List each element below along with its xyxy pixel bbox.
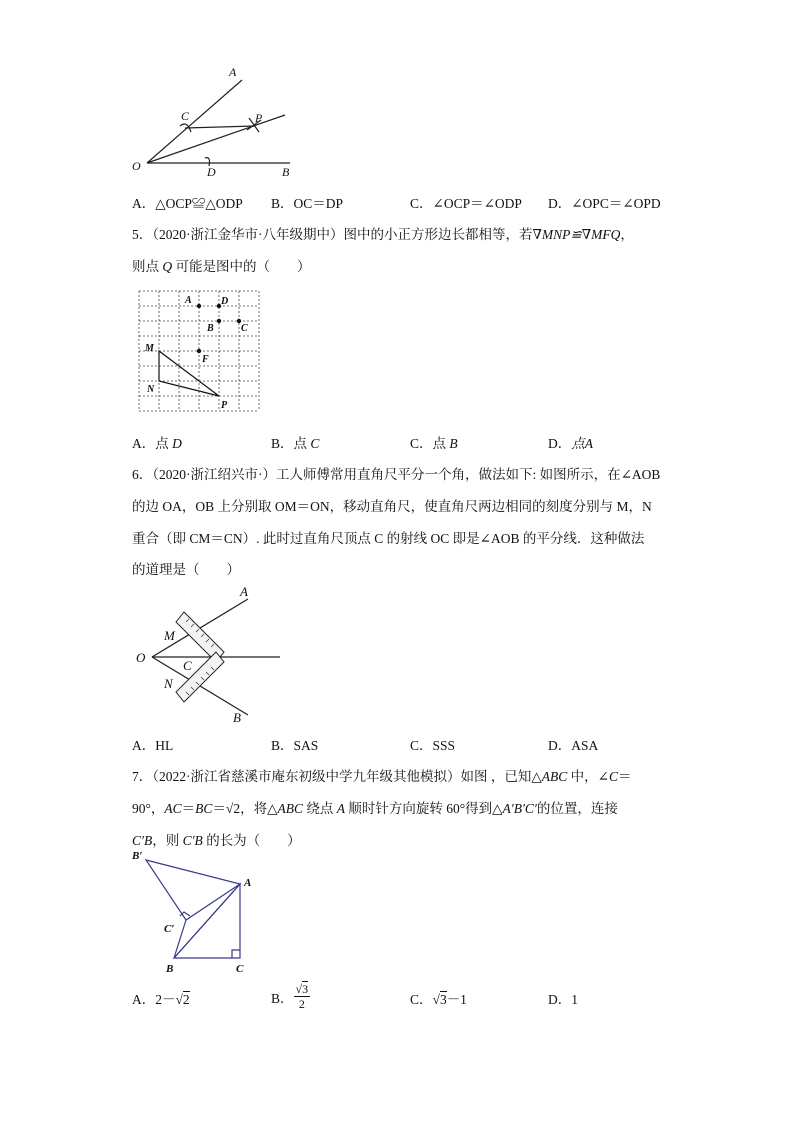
q7-l1-b: 中，∠ (567, 769, 609, 784)
q4-option-a: A．△OCP≌△ODP (132, 196, 243, 211)
q7-option-b-denominator: 2 (298, 997, 305, 1011)
q7-l2-img: A′B′C′ (502, 801, 537, 816)
q7-option-c-radicand: 3 (439, 992, 447, 1007)
q7-l2-eq1: ＝ (181, 801, 196, 816)
q6-figure (130, 582, 290, 726)
q7-option-b-prefix: B． (271, 990, 294, 1006)
q7-l2-abc: ABC (277, 801, 303, 816)
q5-point-q: Q (162, 259, 173, 274)
q5-question-line2 (132, 255, 311, 275)
label-c-prime: C′ (164, 923, 175, 935)
q5-option-b-letter: C (310, 436, 320, 451)
label-a: A (240, 584, 248, 599)
label-a: A (185, 295, 192, 306)
segment-cp (185, 126, 255, 128)
q5-line2-pre: 则点 (132, 259, 163, 274)
q7-option-b (271, 982, 310, 1011)
q7-l1-d: ＝ (617, 769, 632, 784)
q4-figure (125, 60, 305, 180)
point-f (197, 349, 201, 353)
q7-l3-cb: C′B (132, 833, 153, 848)
label-c: C (183, 658, 192, 673)
q7-l1-abc: ABC (541, 769, 568, 784)
q6-option-b: B．SAS (271, 738, 319, 753)
q5-question-line1 (132, 223, 634, 243)
label-a: A (229, 65, 237, 79)
q5-option-a-prefix: A．点 (132, 436, 173, 451)
label-a: A (244, 877, 252, 889)
q5-option-d-letter: 点A (571, 436, 593, 451)
label-b: B (282, 165, 290, 179)
q6-option-a: A．HL (132, 738, 174, 753)
q7-option-a-prefix: A．2－ (132, 992, 176, 1007)
label-o: O (136, 650, 146, 665)
q6-option-d: D．ASA (548, 738, 599, 753)
q5-line2-post: 可能是图中的（ ） (172, 259, 311, 274)
q6-question-line1: 6．（2020·浙江绍兴市·）工人师傅常用直角尺平分一个角，做法如下: 如图所示，在∠AOB (132, 467, 661, 482)
q7-l2-d: 的位置，连接 (536, 801, 618, 816)
q6-option-c: C．SSS (410, 738, 456, 753)
q7-l2-ac: AC (164, 801, 182, 816)
sqrt-symbol: √ (295, 982, 303, 996)
q7-l2-eq2: ＝√2，将△ (212, 801, 278, 816)
sqrt-symbol: √ (432, 992, 440, 1007)
q5-option-b (271, 432, 319, 452)
sqrt-symbol: √ (175, 992, 183, 1007)
segment-ab (174, 884, 240, 958)
q5-option-a-letter: D (172, 436, 182, 451)
label-m: M (164, 628, 175, 643)
point-a (197, 304, 201, 308)
q7-l2-b: 绕点 (302, 801, 337, 816)
q4-option-b: B．OC＝DP (271, 196, 344, 211)
q7-l3-a: ，则 (152, 833, 183, 848)
q7-l2-bc: BC (195, 801, 213, 816)
q7-question-line2 (132, 797, 618, 817)
q5-congruence: ∇MNP≌∇MFQ (532, 227, 621, 242)
q7-option-c (410, 988, 467, 1008)
label-n: N (164, 676, 173, 691)
q7-l1-a: 7．（2022·浙江省慈溪市庵东初级中学九年级其他模拟）如图 ，已知△ (132, 769, 542, 784)
triangle-mnp (159, 351, 219, 396)
q5-text: 5．（2020·浙江金华市·八年级期中）图中的小正方形边长都相等，若 (132, 227, 533, 242)
q5-option-d-prefix: D． (548, 436, 572, 451)
q7-option-b-fraction (294, 982, 311, 1011)
q7-option-d: D．1 (548, 992, 578, 1007)
segment-c-prime-b (174, 920, 186, 958)
label-m: M (145, 343, 154, 354)
label-b-prime: B′ (132, 850, 143, 862)
label-c: C (181, 109, 190, 123)
label-f: F (202, 354, 209, 365)
q5-option-c-letter: B (449, 436, 458, 451)
q7-l3-cb2: C′B (182, 833, 203, 848)
q7-option-b-numerator: 3 (302, 982, 309, 996)
q7-l1-c: C (608, 769, 618, 784)
label-d: D (207, 165, 216, 179)
triangle-ab-c-prime (146, 860, 240, 920)
q7-option-a (132, 988, 190, 1008)
q7-figure (128, 848, 263, 980)
q5-option-c (410, 432, 458, 452)
label-c: C (241, 323, 248, 334)
q6-question-line3: 重合（即 CM＝CN）. 此时过直角尺顶点 C 的射线 OC 即是∠AOB 的平分线．这种做法 (132, 531, 645, 546)
point-b (217, 319, 221, 323)
q7-l3-b: 的长为（ ） (202, 833, 301, 848)
label-p: P (221, 400, 228, 411)
q5-option-b-prefix: B．点 (271, 436, 311, 451)
label-d: D (221, 296, 229, 307)
ray-oa (147, 80, 242, 163)
q5-text-tail: ， (620, 227, 634, 242)
q7-question-line1 (132, 765, 631, 785)
q7-option-c-prefix: C． (410, 992, 433, 1007)
ray-op (147, 115, 285, 163)
q7-option-a-radicand: 2 (182, 992, 190, 1007)
right-angle-c (232, 950, 240, 958)
q5-option-d (548, 432, 593, 452)
q7-l2-pa: A (336, 801, 345, 816)
label-o: O (132, 159, 141, 173)
q6-question-line4: 的道理是（ ） (132, 562, 240, 577)
label-b: B (207, 323, 214, 334)
label-b: B (233, 710, 241, 725)
label-p: P (255, 111, 263, 125)
q7-l2-a: 90°， (132, 801, 165, 816)
q7-option-c-suffix: －1 (446, 992, 467, 1007)
q4-option-c: C．∠OCP＝∠ODP (410, 196, 522, 211)
q5-grid-figure (137, 289, 262, 415)
label-n: N (147, 384, 155, 395)
q5-option-a (132, 432, 182, 452)
q6-question-line2: 的边 OA，OB 上分别取 OM＝ON，移动直角尺，使直角尺两边相同的刻度分别与 M，N (132, 499, 652, 514)
q7-l2-c: 顺时针方向旋转 60°得到△ (344, 801, 503, 816)
q5-option-c-prefix: C．点 (410, 436, 450, 451)
q7-question-line3 (132, 829, 301, 849)
q4-option-d: D．∠OPC＝∠OPD (548, 196, 661, 211)
label-b: B (166, 963, 174, 975)
label-c: C (236, 963, 244, 975)
